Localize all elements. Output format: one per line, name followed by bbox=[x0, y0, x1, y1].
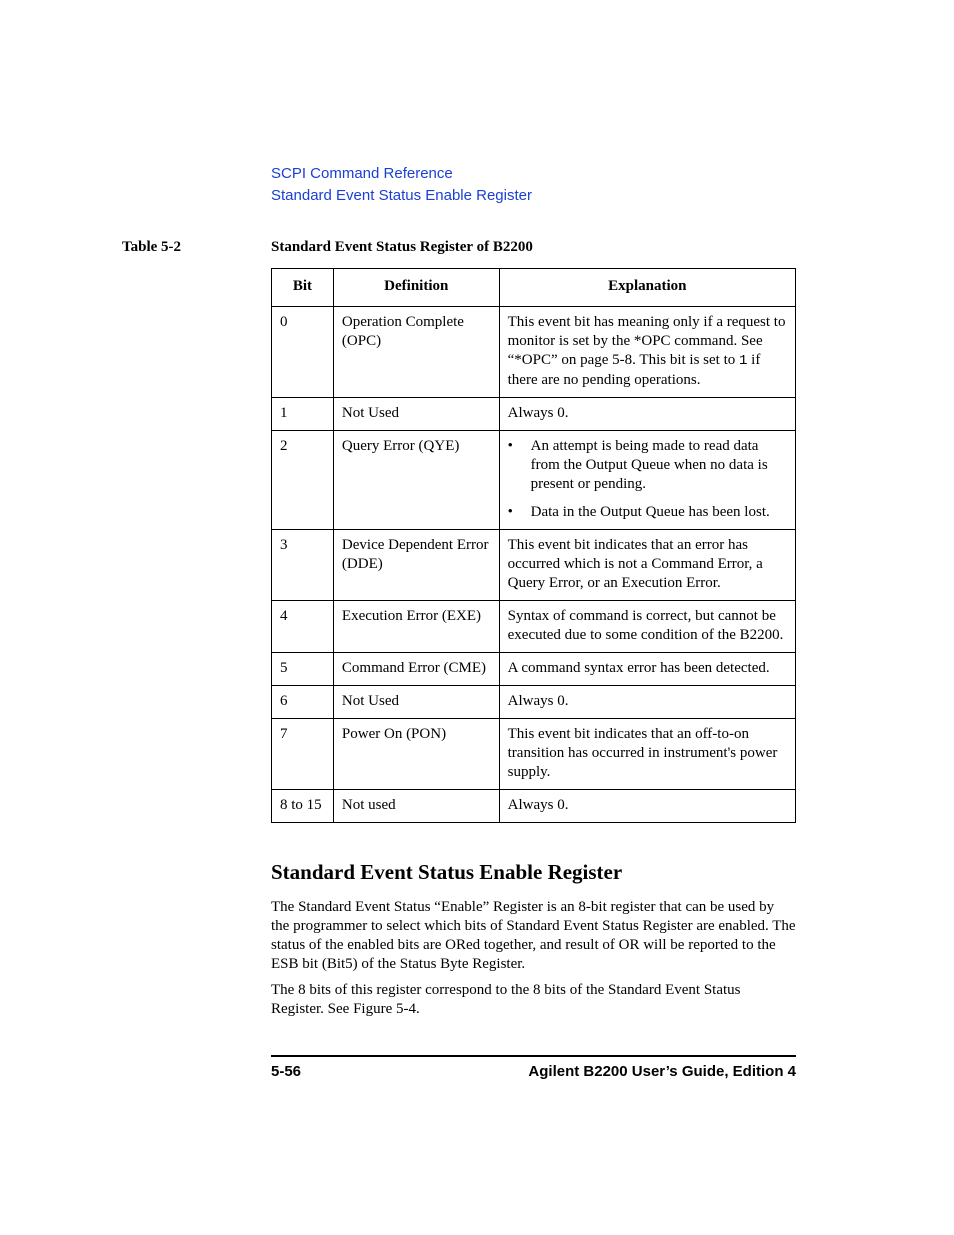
cell-definition: Not used bbox=[333, 790, 499, 823]
column-header-bit: Bit bbox=[272, 269, 334, 307]
cell-explanation: A command syntax error has been detected. bbox=[499, 653, 795, 686]
bullet-icon: • bbox=[507, 438, 513, 454]
footer-page-number: 5-56 bbox=[271, 1063, 302, 1080]
table-header-row bbox=[272, 269, 796, 307]
explanation-text: if there are no pending operations. bbox=[507, 352, 761, 388]
cell-explanation bbox=[499, 307, 795, 398]
table-row bbox=[272, 601, 796, 653]
cell-bit: 3 bbox=[272, 530, 334, 601]
bullet-item: • An attempt is being made to read data from the Output Queue when no data is present or pending. bbox=[507, 438, 768, 492]
table-title: Standard Event Status Register of B2200 bbox=[271, 239, 533, 255]
cell-bit: 0 bbox=[272, 307, 334, 398]
cell-explanation bbox=[499, 431, 795, 530]
column-header-explanation: Explanation bbox=[499, 269, 795, 307]
cell-explanation: Syntax of command is correct, but cannot be executed due to some condition of the B2200. bbox=[499, 601, 795, 653]
table-row bbox=[272, 307, 796, 398]
section-heading: Standard Event Status Enable Register bbox=[271, 860, 623, 884]
cell-definition: Device Dependent Error (DDE) bbox=[333, 530, 499, 601]
explanation-text: This event bit has meaning only if a request to monitor is set by the *OPC command. See “*OPC” on page 5-8. This bit is set to bbox=[507, 314, 786, 368]
cell-bit: 1 bbox=[272, 398, 334, 431]
bullet-icon: • bbox=[507, 504, 513, 520]
cell-definition: Execution Error (EXE) bbox=[333, 601, 499, 653]
cell-definition: Command Error (CME) bbox=[333, 653, 499, 686]
cell-explanation: Always 0. bbox=[499, 790, 795, 823]
table-row bbox=[272, 398, 796, 431]
table-row bbox=[272, 790, 796, 823]
cell-explanation: Always 0. bbox=[499, 398, 795, 431]
cell-definition: Not Used bbox=[333, 686, 499, 719]
table-number: Table 5-2 bbox=[122, 239, 182, 255]
table-row bbox=[272, 530, 796, 601]
cell-bit: 4 bbox=[272, 601, 334, 653]
cell-bit: 8 to 15 bbox=[272, 790, 334, 823]
table-row bbox=[272, 719, 796, 790]
cell-definition: Not Used bbox=[333, 398, 499, 431]
table-row bbox=[272, 686, 796, 719]
status-register-table bbox=[271, 268, 796, 823]
table-row bbox=[272, 653, 796, 686]
code-value: 1 bbox=[739, 353, 748, 369]
bullet-item: • Data in the Output Queue has been lost. bbox=[507, 504, 770, 520]
column-header-definition: Definition bbox=[333, 269, 499, 307]
cell-definition: Query Error (QYE) bbox=[333, 431, 499, 530]
cell-bit: 2 bbox=[272, 431, 334, 530]
cell-bit: 6 bbox=[272, 686, 334, 719]
table-row bbox=[272, 431, 796, 530]
footer-document-title: Agilent B2200 User’s Guide, Edition 4 bbox=[528, 1063, 796, 1080]
cell-bit: 5 bbox=[272, 653, 334, 686]
cell-definition: Power On (PON) bbox=[333, 719, 499, 790]
body-paragraph: The 8 bits of this register correspond to the 8 bits of the Standard Event Status Register. See Figure 5-4. bbox=[271, 982, 741, 1017]
cell-explanation: This event bit indicates that an off-to-on transition has occurred in instrument's power supply. bbox=[499, 719, 795, 790]
cell-explanation: This event bit indicates that an error has occurred which is not a Command Error, a Query Error, or an Execution Error. bbox=[499, 530, 795, 601]
cell-explanation: Always 0. bbox=[499, 686, 795, 719]
footer-divider bbox=[271, 1055, 796, 1057]
body-paragraph: The Standard Event Status “Enable” Register is an 8-bit register that can be used by the programmer to select which bits of Standard Event Status Register are enabled. The status of the enabled bits are ORed together, and result of OR will be reported to the ESB bit (Bit5) of the Status Byte Register. bbox=[271, 899, 796, 972]
cell-bit: 7 bbox=[272, 719, 334, 790]
header-section-link[interactable]: Standard Event Status Enable Register bbox=[271, 187, 532, 204]
header-chapter-link[interactable]: SCPI Command Reference bbox=[271, 165, 453, 182]
cell-definition: Operation Complete (OPC) bbox=[333, 307, 499, 398]
bullet-list bbox=[508, 437, 787, 522]
